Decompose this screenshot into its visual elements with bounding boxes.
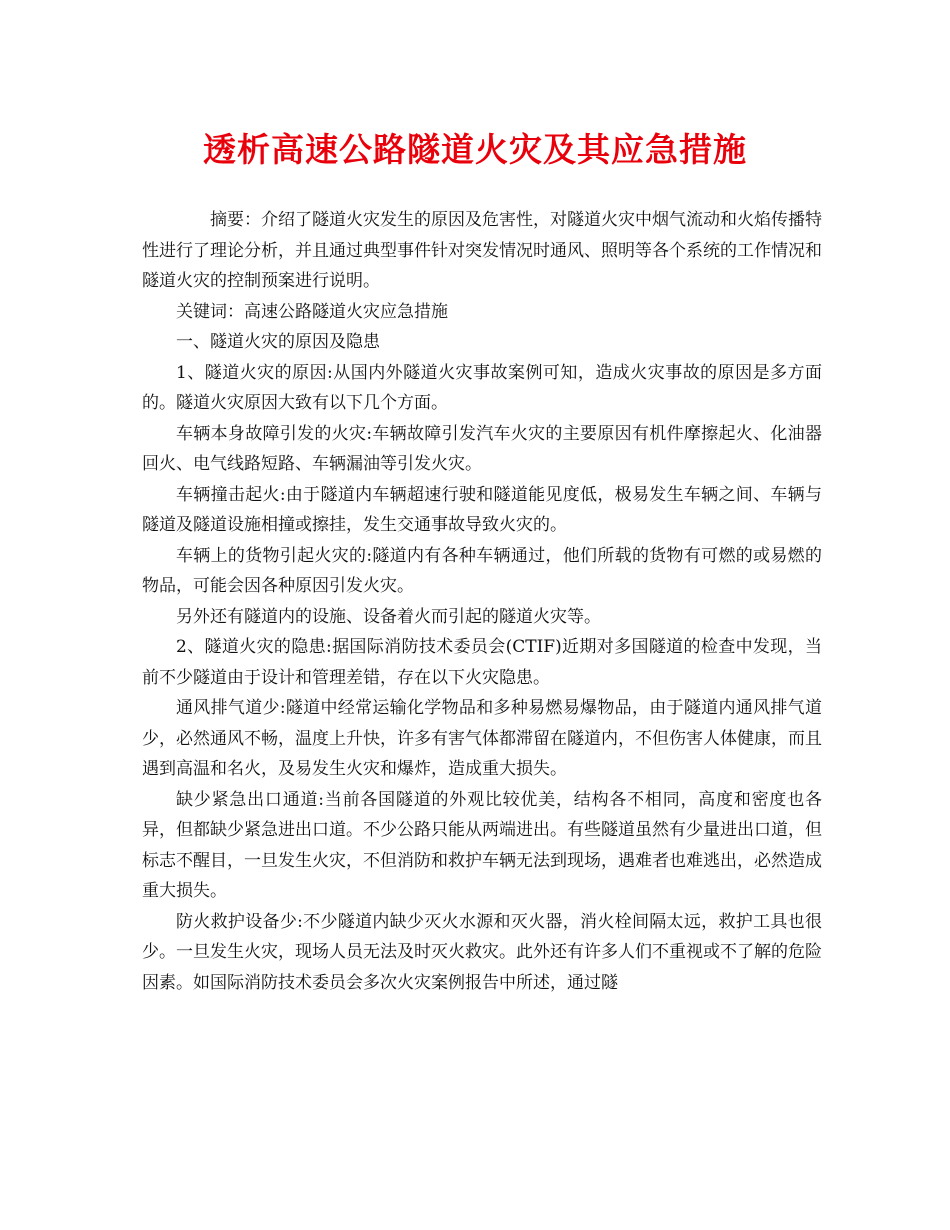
body-paragraph: 车辆上的货物引起火灾的:隧道内有各种车辆通过，他们所载的货物有可燃的或易燃的物品，可能会因各种原因引发火灾。 xyxy=(142,545,822,596)
body-paragraph: 防火救护设备少:不少隧道内缺少灭火水源和灭火器，消火栓间隔太远，救护工具也很少。一旦发生火灾，现场人员无法及时灭火救灾。此外还有许多人们不重视或不了解的危险因素。如国际消防技术委员会多次火灾案例报告中所述，通过隧 xyxy=(142,911,822,993)
body-paragraph: 缺少紧急出口通道:当前各国隧道的外观比较优美，结构各不相同，高度和密度也各异，但都缺少紧急进出口道。不少公路只能从两端进出。有些隧道虽然有少量进出口道，但标志不醒目，一旦发生火灾，不但消防和救护车辆无法到现场，遇难者也难逃出，必然造成重大损失。 xyxy=(142,789,822,901)
section-heading-1: 一、隧道火灾的原因及隐患 xyxy=(176,332,380,352)
body-paragraph: 2、隧道火灾的隐患:据国际消防技术委员会(CTIF)近期对多国隧道的检查中发现，当前不少隧道由于设计和管理差错，存在以下火灾隐患。 xyxy=(142,637,822,688)
body-paragraph: 车辆撞击起火:由于隧道内车辆超速行驶和隧道能见度低，极易发生车辆之间、车辆与隧道及隧道设施相撞或擦挂，发生交通事故导致火灾的。 xyxy=(142,484,822,535)
body-paragraph: 通风排气道少:隧道中经常运输化学物品和多种易燃易爆物品，由于隧道内通风排气道少，必然通风不畅，温度上升快，许多有害气体都滞留在隧道内，不但伤害人体健康，而且遇到高温和名火，及易发生火灾和爆炸，造成重大损失。 xyxy=(142,698,822,779)
document-title: 透析高速公路隧道火灾及其应急措施 xyxy=(203,130,747,169)
body-paragraph: 1、隧道火灾的原因:从国内外隧道火灾事故案例可知，造成火灾事故的原因是多方面的。隧道火灾原因大致有以下几个方面。 xyxy=(142,362,822,413)
abstract-paragraph: 摘要：介绍了隧道火灾发生的原因及危害性，对隧道火灾中烟气流动和火焰传播特性进行了理论分析，并且通过典型事件针对突发情况时通风、照明等各个系统的工作情况和隧道火灾的控制预案进行说明。 xyxy=(142,210,822,291)
keywords-paragraph: 关键词：高速公路隧道火灾应急措施 xyxy=(176,301,448,322)
body-paragraph: 车辆本身故障引发的火灾:车辆故障引发汽车火灾的主要原因有机件摩擦起火、化油器回火、电气线路短路、车辆漏油等引发火灾。 xyxy=(142,423,822,474)
body-paragraph: 另外还有隧道内的设施、设备着火而引起的隧道火灾等。 xyxy=(176,606,601,627)
document-body xyxy=(142,205,822,998)
